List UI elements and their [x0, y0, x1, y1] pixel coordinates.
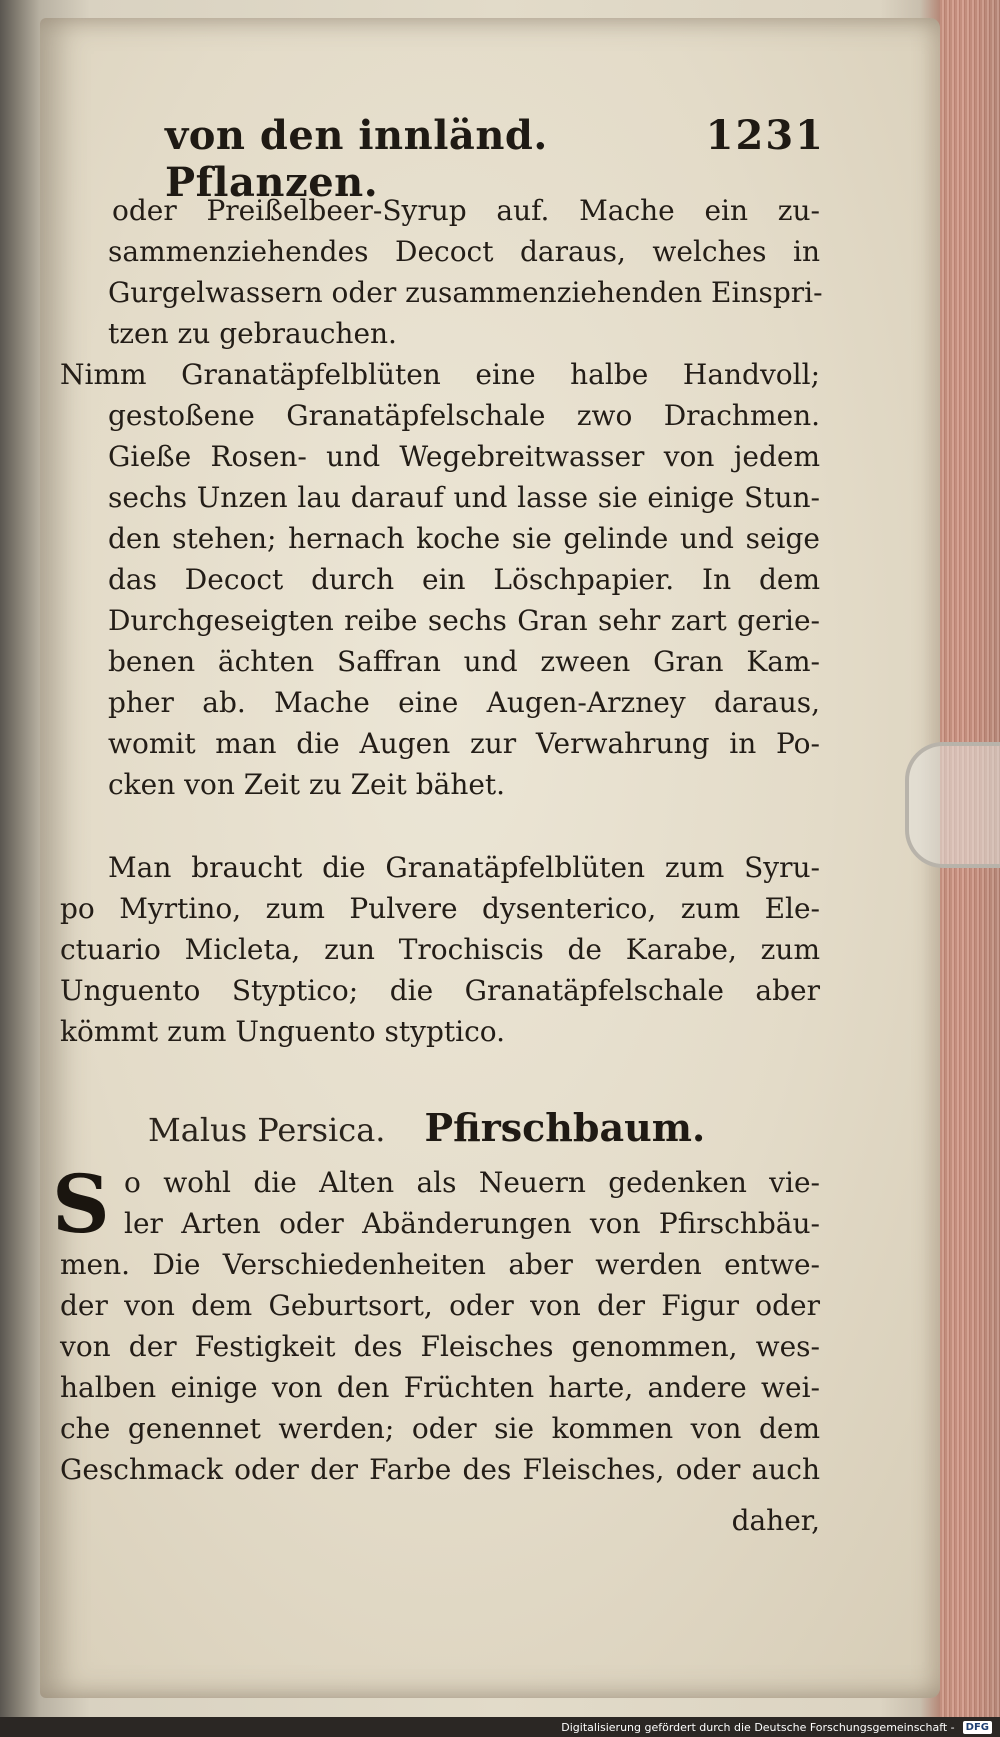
page-edges	[940, 0, 1000, 1737]
paragraph-block-c	[60, 1162, 820, 1490]
text-line: po Myrtino, zum Pulvere dysenterico, zum Ele-	[60, 892, 820, 925]
text-line: Geschmack oder der Farbe des Fleisches, oder auch	[60, 1453, 820, 1486]
text-line: benen ächten Saffran und zween Gran Kam-	[108, 645, 820, 678]
catchword: daher,	[731, 1504, 820, 1537]
text-line: das Decoct durch ein Löschpapier. In dem	[108, 563, 820, 596]
funding-credit: Digitalisierung gefördert durch die Deutsche Forschungsgemeinschaft -	[561, 1720, 955, 1734]
page-number: 1231	[705, 112, 825, 159]
text-line: ler Arten oder Abänderungen von Pfirschbäu-	[124, 1207, 820, 1240]
digitization-footer	[0, 1717, 1000, 1737]
text-line: Nimm Granatäpfelblüten eine halbe Handvoll;	[60, 358, 820, 391]
text-line: che genennet werden; oder sie kommen von dem	[60, 1412, 820, 1445]
text-line: pher ab. Mache eine Augen-Arzney daraus,	[108, 686, 820, 719]
text-line: Gurgelwassern oder zusammenziehenden Einspri-	[108, 276, 823, 309]
text-line: Gieße Rosen- und Wegebreitwasser von jedem	[108, 440, 820, 473]
text-line: o wohl die Alten als Neuern gedenken vie-	[124, 1166, 820, 1199]
text-line: den stehen; hernach koche sie gelinde und seige	[108, 522, 820, 555]
text-line: von der Festigkeit des Fleisches genommen, wes-	[60, 1330, 820, 1363]
page-header	[165, 112, 825, 206]
german-plant-name: Pfirschbaum.	[424, 1105, 706, 1150]
drop-cap: S	[52, 1157, 110, 1251]
section-heading	[148, 1105, 788, 1161]
text-line: Durchgeseigten reibe sechs Gran sehr zart gerie-	[108, 604, 820, 637]
text-line: halben einige von den Früchten harte, andere wei-	[60, 1371, 820, 1404]
page-clip	[905, 742, 1000, 868]
latin-plant-name: Malus Persica.	[148, 1111, 386, 1149]
text-line: kömmt zum Unguento styptico.	[60, 1015, 506, 1048]
text-line: men. Die Verschiedenheiten aber werden entwe-	[60, 1248, 820, 1281]
text-line: der von dem Geburtsort, oder von der Figur oder	[60, 1289, 820, 1322]
paragraph-block-b	[60, 847, 820, 1052]
paragraph-block-a	[60, 190, 823, 805]
text-line: Unguento Styptico; die Granatäpfelschale aber	[60, 974, 820, 1007]
dfg-logo: DFG	[963, 1721, 992, 1734]
text-line: cken von Zeit zu Zeit bähet.	[108, 768, 506, 801]
running-head: von den innländ. Pflanzen.	[165, 112, 548, 206]
text-line: gestoßene Granatäpfelschale zwo Drachmen.	[108, 399, 820, 432]
text-line: tzen zu gebrauchen.	[108, 317, 397, 350]
text-line: sechs Unzen lau darauf und lasse sie einige Stun-	[108, 481, 820, 514]
text-line: oder Preißelbeer-Syrup auf. Mache ein zu-	[112, 194, 820, 227]
text-line: ctuario Micleta, zun Trochiscis de Karabe, zum	[60, 933, 820, 966]
text-line: Man braucht die Granatäpfelblüten zum Syru-	[108, 851, 820, 884]
text-line: sammenziehendes Decoct daraus, welches in	[108, 235, 820, 268]
text-line: womit man die Augen zur Verwahrung in Po-	[108, 727, 820, 760]
